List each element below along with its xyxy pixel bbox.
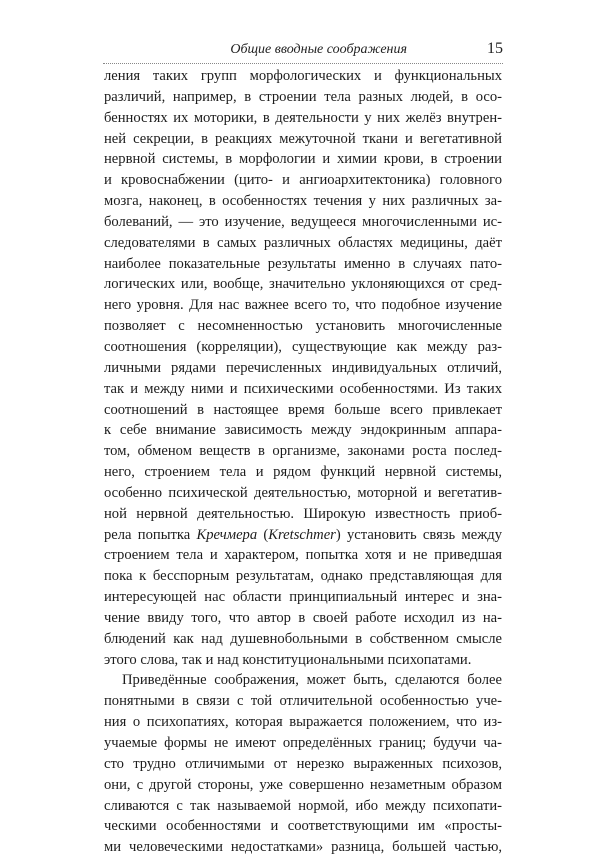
text-line: болеваний, — это изучение, ведущееся многочисленными ис- [104, 213, 502, 230]
text-fragment: рела попытка [104, 526, 197, 543]
text-line: наиболее показательные результаты именно в случаях пато- [104, 255, 502, 272]
text-line: строением тела и характером, попытка хотя и не приведшая [104, 547, 502, 564]
text-line: логических или, вообще, значительно уклоняющихся от сред- [104, 276, 502, 293]
text-line: соотношения (корреляции), существующие как между раз- [104, 338, 502, 355]
paragraph-start-line: Приведённые соображения, может быть, сделаются более [122, 672, 502, 689]
text-line: бенностях их моторики, в деятельности у них желёз внутрен- [104, 109, 502, 126]
text-line: него уровня. Для нас важнее всего то, что подобное изучение [104, 297, 502, 314]
text-line: и кровоснабжении (цито- и ангиоархитектоника) головного [104, 172, 502, 189]
author-name-ru: Кречмера [196, 526, 258, 543]
text-line: интересующей нас области принципиальный интерес и зна- [104, 589, 502, 606]
text-line: ления таких групп морфологических и функциональных [104, 68, 502, 84]
text-line: нервной системы, в морфологии и химии крови, в строении [104, 151, 502, 168]
text-line: ной нервной деятельностью. Широкую известность приоб- [104, 505, 502, 522]
header-divider [103, 63, 503, 64]
text-line: различий, например, в строении тела разных людей, в осо- [104, 88, 502, 105]
text-line: соотношений в настоящее время больше всего привлекает [104, 401, 502, 418]
text-line: позволяет с несомненностью установить многочисленные [104, 318, 502, 335]
text-line: так и между ними и психическими особенностями. Из таких [104, 380, 502, 397]
text-line: они, с другой стороны, уже совершенно незаметным образом [104, 776, 502, 793]
text-line: ней секреции, в реакциях межуточной ткани и вегетативной [104, 130, 502, 147]
text-fragment: ) установить связь между [335, 526, 503, 543]
text-line: особенно психической деятельностью, моторной и вегетатив- [104, 484, 502, 501]
text-line: мозга, наконец, в особенностях течения у них различных за- [104, 193, 502, 210]
text-line: пока к бесспорным результатам, однако представляющая для [104, 568, 502, 585]
running-header [103, 40, 503, 62]
text-line: него, строением тела и рядом функций нервной системы, [104, 464, 502, 481]
text-line: ми человеческими недостатками» разница, большей частью, [104, 839, 502, 856]
body-text [104, 66, 502, 858]
page-number: 15 [487, 40, 503, 57]
text-line: блюдений как над душевнобольными в собственном смысле [104, 630, 502, 647]
text-line: том, обменом веществ в организме, законами роста послед- [104, 443, 502, 460]
text-line: сливаются с так называемой нормой, ибо между психопати- [104, 797, 502, 814]
text-line: личными рядами перечисленных индивидуальных отличий, [104, 359, 502, 376]
text-line: этого слова, так и над конституциональными психопатами. [104, 651, 472, 668]
text-line-kretschmer [104, 525, 502, 546]
author-name-de: Kretschmer [268, 526, 336, 543]
text-fragment: ( [257, 526, 269, 543]
text-line: сто трудно отличимыми от нерезко выраженных психозов, [104, 755, 502, 772]
text-line: ния о психопатиях, которая выражается положением, что из- [104, 714, 502, 731]
text-line: понятными в связи с той отличительной особенностью уче- [104, 693, 502, 710]
running-header-title: Общие вводные соображения [230, 42, 407, 57]
text-line: следователями в самых различных областях медицины, даёт [104, 234, 502, 251]
text-line: ческими особенностями и соответствующими им «просты- [104, 818, 502, 835]
text-line: чение ввиду того, что автор в своей работе исходил из на- [104, 609, 502, 626]
text-line: учаемые формы не имеют определённых границ; будучи ча- [104, 735, 502, 751]
text-line: к себе внимание зависимость между эндокринным аппара- [104, 422, 502, 439]
